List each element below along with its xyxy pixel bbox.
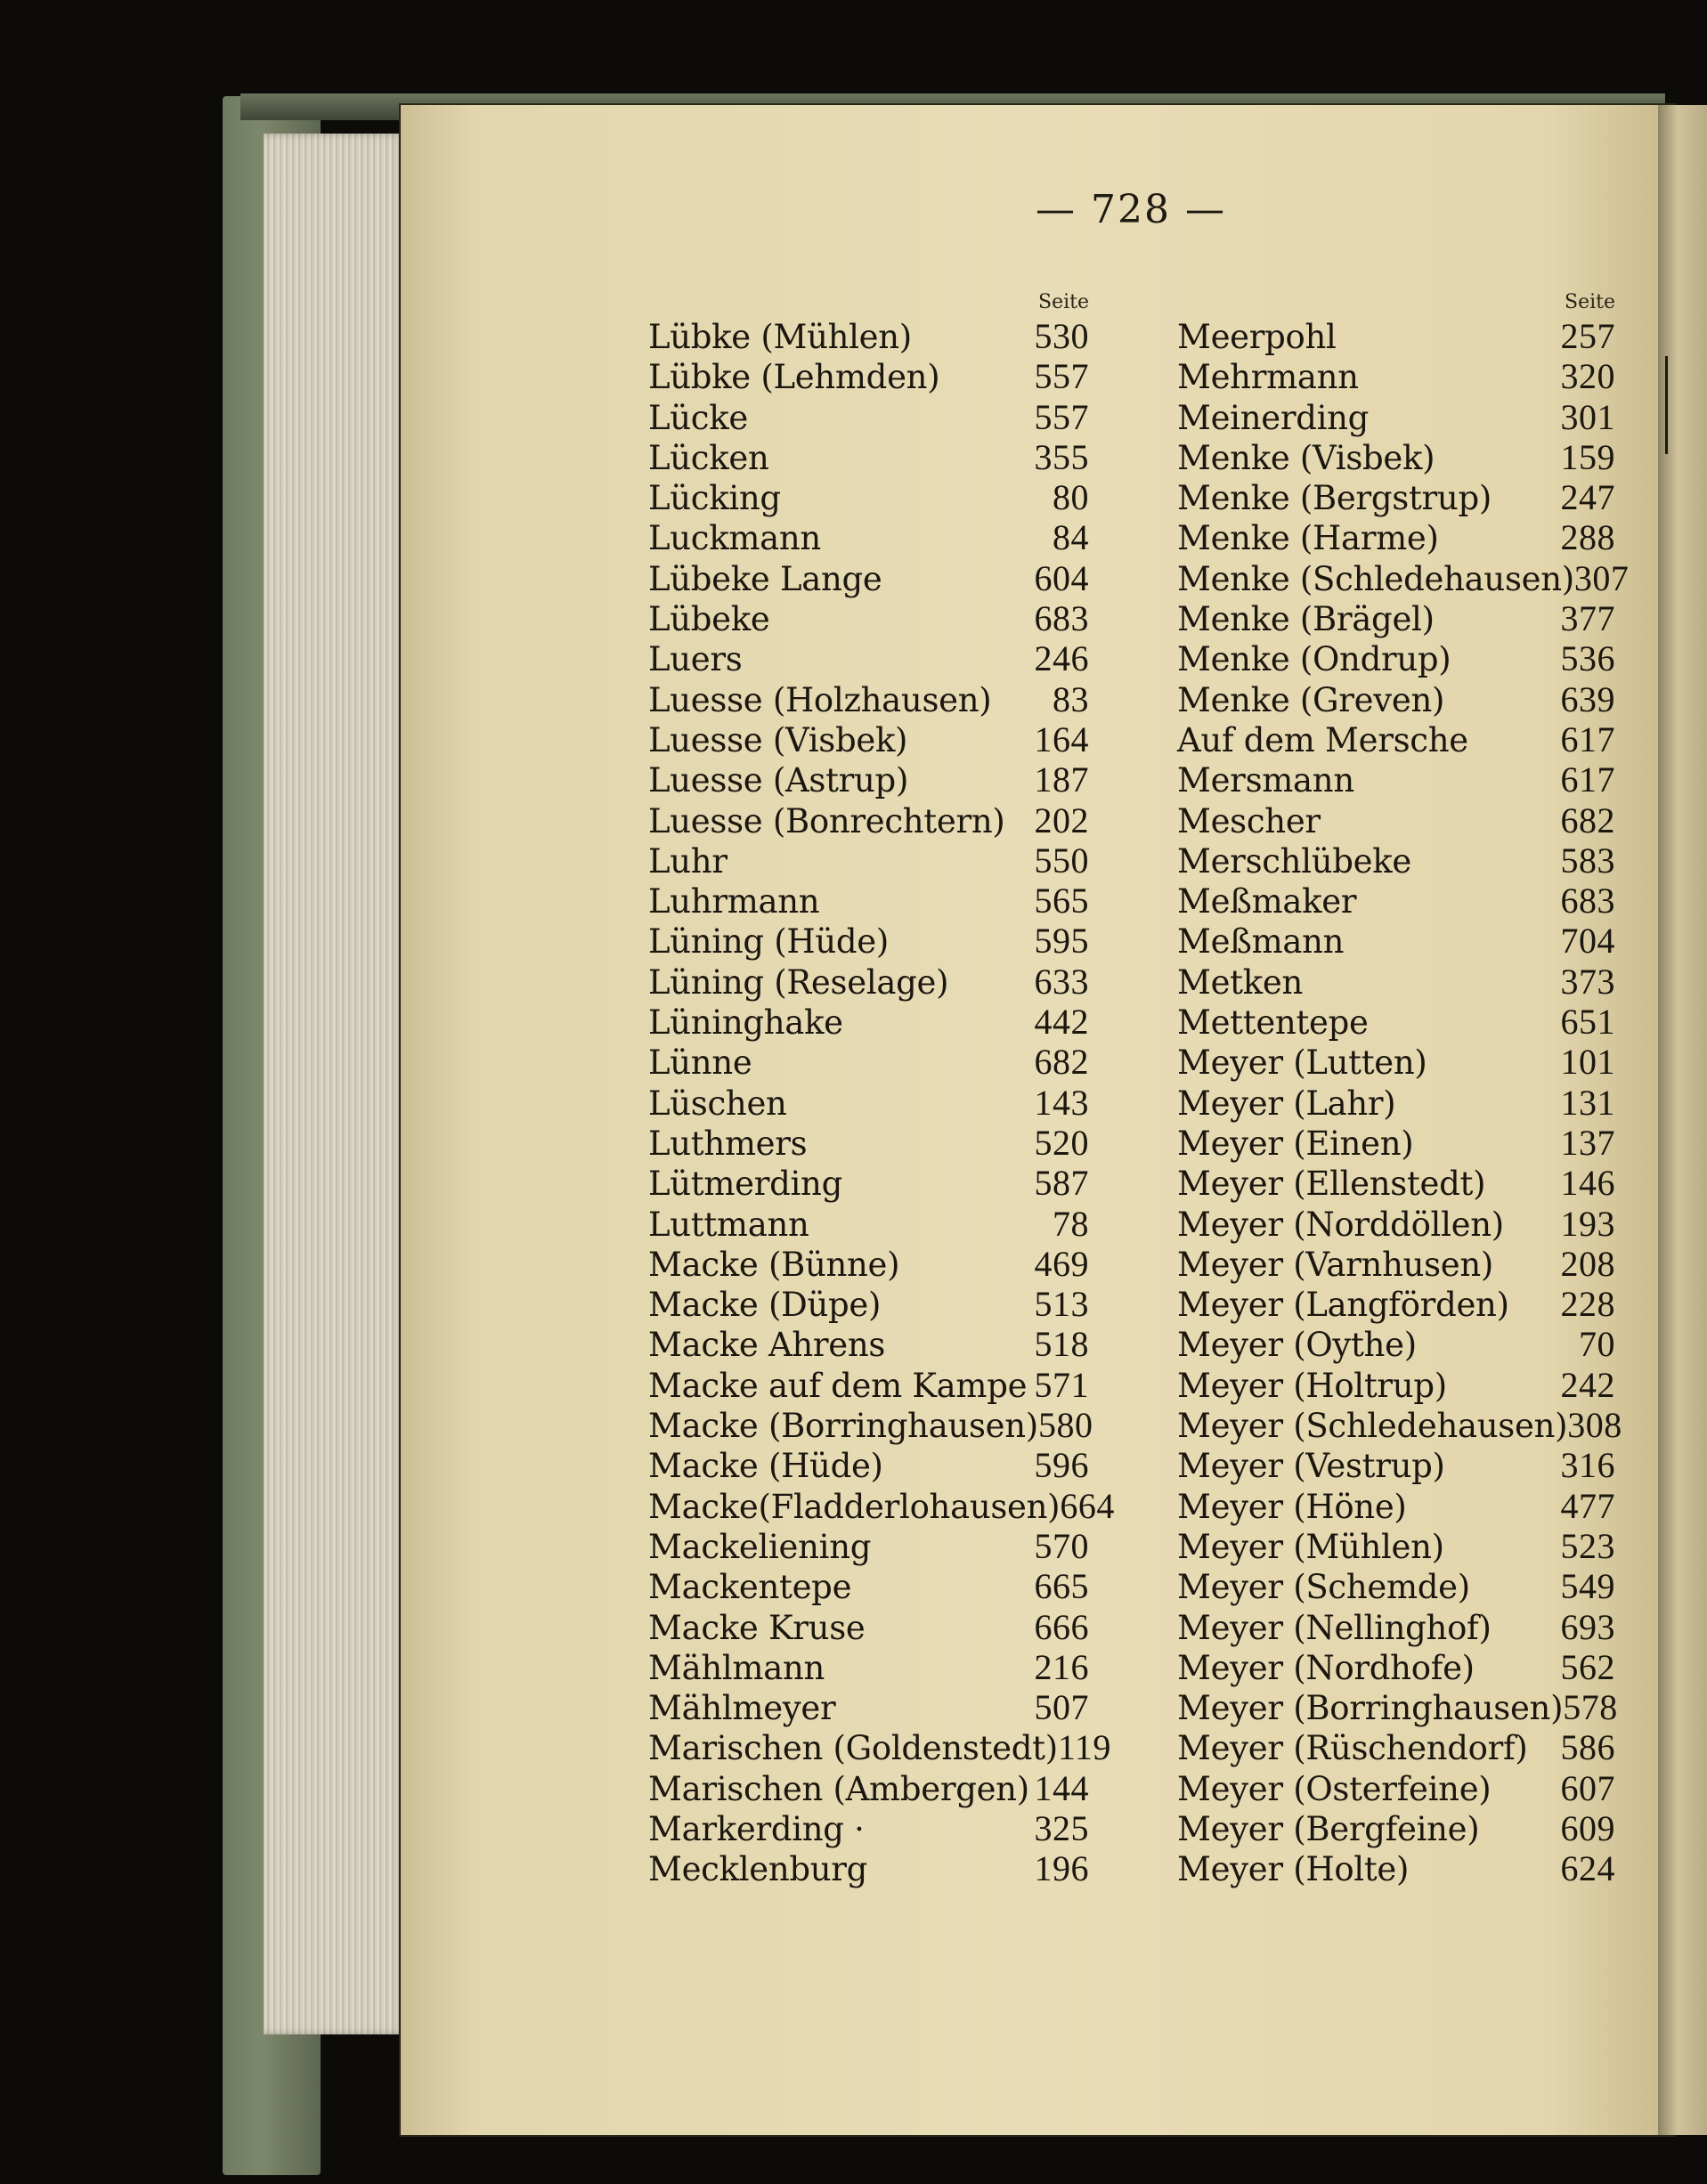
entry-name: Marischen (Goldenstedt): [648, 1729, 1058, 1768]
entry-name: Menke (Greven): [1177, 680, 1445, 719]
index-entry: [1177, 921, 1615, 961]
index-entry: [1177, 759, 1615, 800]
entry-page-number: 78: [1053, 1203, 1089, 1244]
entry-name: Lübke (Lehmden): [648, 358, 940, 397]
index-entry: [1177, 517, 1615, 557]
index-entry: [648, 1123, 1089, 1163]
entry-page-number: 137: [1560, 1122, 1615, 1163]
entry-page-number: 146: [1560, 1163, 1615, 1204]
entry-page-number: 316: [1560, 1445, 1615, 1486]
column-header: Seite: [1565, 291, 1615, 313]
index-entry: [648, 1445, 1089, 1485]
entry-page-number: 617: [1560, 719, 1615, 759]
entry-name: Mählmeyer: [648, 1689, 836, 1728]
entry-name: Meinerding: [1177, 398, 1370, 437]
entry-name: Meyer (Mühlen): [1177, 1527, 1444, 1566]
entry-page-number: 571: [1034, 1364, 1089, 1405]
entry-page-number: 308: [1567, 1405, 1622, 1446]
entry-name: Meyer (Ellenstedt): [1177, 1165, 1486, 1204]
index-entry: [1177, 1808, 1615, 1848]
entry-page-number: 682: [1034, 1042, 1089, 1083]
entry-name: Meyer (Borringhausen): [1177, 1689, 1564, 1728]
index-entry: [1177, 1486, 1615, 1526]
index-entry: [648, 477, 1089, 517]
entry-name: Macke Kruse: [648, 1608, 866, 1647]
entry-name: Macke(Fladderlohausen): [648, 1487, 1061, 1526]
entry-name: Macke (Hüde): [648, 1447, 883, 1486]
entry-name: Meßmaker: [1177, 882, 1357, 922]
entry-page-number: 583: [1560, 840, 1615, 881]
entry-page-number: 228: [1560, 1284, 1615, 1325]
index-entry: [1177, 1204, 1615, 1244]
index-entry: [648, 962, 1089, 1002]
entry-name: Lübke (Mühlen): [648, 318, 912, 356]
entry-page-number: 70: [1579, 1324, 1615, 1365]
entry-name: Meyer (Schemde): [1177, 1568, 1470, 1607]
index-entry: [648, 437, 1089, 477]
index-entry: [648, 1244, 1089, 1284]
entry-page-number: 84: [1053, 517, 1089, 558]
entry-page-number: 80: [1053, 477, 1089, 518]
entry-name: Mehrmann: [1177, 358, 1359, 397]
page-number: — 728 —: [1036, 187, 1226, 232]
index-entry: [1177, 962, 1615, 1002]
entry-name: Lütmerding: [648, 1165, 842, 1204]
index-entry: [1177, 1768, 1615, 1808]
index-list-right: [1177, 316, 1630, 1889]
entry-name: Macke auf dem Kampe: [648, 1366, 1028, 1405]
entry-page-number: 665: [1034, 1566, 1089, 1607]
entry-name: Lünne: [648, 1043, 752, 1083]
index-entry: [1177, 1324, 1615, 1364]
index-column-right: [1177, 289, 1630, 1889]
entry-name: Luhrmann: [648, 882, 820, 922]
entry-page-number: 288: [1560, 517, 1615, 558]
entry-page-number: 549: [1560, 1566, 1615, 1607]
entry-name: Meyer (Nordhofe): [1177, 1648, 1475, 1687]
entry-page-number: 83: [1053, 678, 1089, 719]
index-entry: [648, 719, 1089, 759]
entry-name: Meyer (Einen): [1177, 1124, 1414, 1163]
entry-page-number: 513: [1034, 1284, 1089, 1325]
entry-name: Meyer (Schledehausen): [1177, 1407, 1568, 1446]
entry-name: Meyer (Varnhusen): [1177, 1245, 1494, 1284]
entry-page-number: 164: [1034, 719, 1089, 759]
index-entry: [1177, 437, 1615, 477]
entry-name: Lübeke: [648, 600, 770, 639]
entry-name: Meyer (Oythe): [1177, 1326, 1417, 1365]
entry-name: Lücken: [648, 438, 769, 477]
index-entry: [648, 1405, 1093, 1446]
index-entry: [648, 1002, 1089, 1042]
index-entry: [1177, 1163, 1615, 1203]
entry-page-number: 586: [1560, 1727, 1615, 1768]
index-entry: [648, 1768, 1089, 1808]
index-entry: [1177, 1123, 1615, 1163]
entry-page-number: 242: [1560, 1364, 1615, 1405]
index-entry: [1177, 1526, 1615, 1566]
entry-page-number: 202: [1034, 800, 1089, 840]
entry-name: Mersmann: [1177, 761, 1354, 800]
index-entry: [1177, 598, 1615, 638]
index-entry: [1177, 881, 1615, 921]
entry-name: Lüschen: [648, 1084, 787, 1123]
index-entry: [1177, 1244, 1615, 1284]
entry-page-number: 193: [1560, 1203, 1615, 1244]
index-entry: [648, 1848, 1089, 1888]
entry-page-number: 536: [1560, 638, 1615, 679]
index-entry: [1177, 638, 1615, 678]
entry-page-number: 557: [1034, 356, 1089, 397]
page-stack-edges: [264, 134, 406, 2034]
margin-mark: [1665, 356, 1668, 454]
index-entry: [648, 1607, 1089, 1647]
index-entry: [648, 921, 1089, 961]
entry-name: Meyer (Holtrup): [1177, 1366, 1447, 1405]
index-entry: [1177, 1727, 1615, 1767]
entry-page-number: 565: [1034, 881, 1089, 922]
entry-page-number: 651: [1560, 1002, 1615, 1043]
entry-page-number: 682: [1560, 800, 1615, 840]
index-entry: [648, 1566, 1089, 1606]
index-entry: [1177, 477, 1615, 517]
entry-page-number: 187: [1034, 759, 1089, 800]
entry-page-number: 617: [1560, 759, 1615, 800]
index-entry: [1177, 1848, 1615, 1888]
entry-name: Luesse (Holzhausen): [648, 680, 992, 719]
entry-page-number: 442: [1034, 1002, 1089, 1043]
index-entry: [648, 1284, 1089, 1324]
entry-name: Meyer (Vestrup): [1177, 1447, 1445, 1486]
entry-name: Meyer (Osterfeine): [1177, 1769, 1492, 1808]
index-entry: [648, 1365, 1089, 1405]
entry-page-number: 320: [1560, 356, 1615, 397]
entry-page-number: 530: [1034, 316, 1089, 356]
index-entry: [648, 1324, 1089, 1364]
entry-page-number: 355: [1034, 436, 1089, 477]
entry-page-number: 624: [1560, 1848, 1615, 1889]
entry-page-number: 208: [1560, 1243, 1615, 1284]
index-entry: [648, 1526, 1089, 1566]
entry-page-number: 607: [1560, 1767, 1615, 1808]
entry-name: Lüning (Hüde): [648, 922, 889, 962]
index-entry: [648, 1163, 1089, 1203]
index-entry: [648, 1687, 1089, 1727]
entry-page-number: 247: [1560, 477, 1615, 518]
entry-name: Lübeke Lange: [648, 559, 882, 598]
index-entry: [1177, 840, 1615, 881]
index-entry: [1177, 1687, 1618, 1728]
entry-page-number: 325: [1034, 1807, 1089, 1848]
index-entry: [1177, 679, 1615, 719]
entry-name: Macke Ahrens: [648, 1326, 886, 1365]
index-entry: [1177, 1566, 1615, 1606]
entry-page-number: 683: [1034, 598, 1089, 639]
entry-name: Markerding ·: [648, 1809, 865, 1848]
entry-page-number: 216: [1034, 1646, 1089, 1687]
index-column-left: [648, 289, 1115, 1889]
entry-name: Menke (Brägel): [1177, 600, 1435, 639]
entry-name: Luhr: [648, 841, 728, 881]
entry-page-number: 633: [1034, 961, 1089, 1002]
entry-page-number: 523: [1560, 1525, 1615, 1566]
index-entry: [1177, 719, 1615, 759]
entry-name: Menke (Ondrup): [1177, 640, 1451, 679]
entry-page-number: 693: [1560, 1606, 1615, 1647]
index-entry: [648, 1042, 1089, 1082]
entry-page-number: 664: [1060, 1485, 1115, 1526]
index-entry: [648, 517, 1089, 557]
entry-name: Menke (Harme): [1177, 519, 1439, 558]
index-entry: [1177, 1284, 1615, 1324]
entry-page-number: 159: [1560, 436, 1615, 477]
entry-page-number: 246: [1034, 638, 1089, 679]
entry-page-number: 609: [1560, 1807, 1615, 1848]
index-entry: [648, 881, 1089, 921]
entry-page-number: 518: [1034, 1324, 1089, 1365]
entry-name: Meyer (Lahr): [1177, 1084, 1396, 1123]
entry-page-number: 704: [1560, 921, 1615, 962]
entry-name: Mecklenburg: [648, 1850, 868, 1889]
entry-page-number: 131: [1560, 1082, 1615, 1123]
index-entry: [648, 598, 1089, 638]
entry-page-number: 520: [1034, 1122, 1089, 1163]
entry-name: Merschlübeke: [1177, 841, 1411, 881]
entry-name: Meyer (Holte): [1177, 1850, 1410, 1889]
entry-page-number: 373: [1560, 961, 1615, 1002]
entry-page-number: 257: [1560, 316, 1615, 356]
entry-name: Luesse (Visbek): [648, 720, 908, 759]
entry-name: Luesse (Bonrechtern): [648, 801, 1005, 840]
entry-page-number: 595: [1034, 921, 1089, 962]
index-entry: [648, 759, 1089, 800]
entry-name: Metken: [1177, 962, 1303, 1002]
index-entry: [648, 397, 1089, 437]
entry-page-number: 683: [1560, 881, 1615, 922]
entry-page-number: 477: [1560, 1485, 1615, 1526]
entry-page-number: 666: [1034, 1606, 1089, 1647]
entry-name: Mählmann: [648, 1648, 825, 1687]
entry-name: Meyer (Norddöllen): [1177, 1205, 1504, 1244]
entry-name: Mackeliening: [648, 1527, 872, 1566]
entry-name: Meyer (Lutten): [1177, 1043, 1427, 1083]
entry-page-number: 119: [1057, 1727, 1111, 1768]
index-entry: [648, 840, 1089, 881]
index-entry: [648, 356, 1089, 396]
entry-name: Meßmann: [1177, 922, 1345, 962]
entry-name: Meyer (Bergfeine): [1177, 1809, 1480, 1848]
index-entry: [1177, 1647, 1615, 1687]
entry-name: Menke (Visbek): [1177, 438, 1435, 477]
entry-name: Macke (Bünne): [648, 1245, 900, 1284]
entry-name: Lüninghake: [648, 1003, 843, 1043]
index-entry: [1177, 356, 1615, 396]
entry-page-number: 587: [1034, 1163, 1089, 1204]
index-entry: [1177, 1405, 1622, 1446]
index-entry: [648, 679, 1089, 719]
entry-page-number: 101: [1560, 1042, 1615, 1083]
entry-name: Mettentepe: [1177, 1003, 1369, 1043]
index-entry: [648, 638, 1089, 678]
entry-name: Lüning (Reselage): [648, 962, 949, 1002]
entry-page-number: 307: [1573, 557, 1630, 598]
index-entry: [1177, 1002, 1615, 1042]
entry-name: Meerpohl: [1177, 318, 1337, 356]
entry-page-number: 301: [1560, 396, 1615, 437]
index-entry: [648, 316, 1089, 356]
index-list-left: [648, 316, 1115, 1889]
entry-name: Menke (Schledehausen): [1177, 559, 1574, 598]
index-entry: [648, 1647, 1089, 1687]
column-header: Seite: [1038, 291, 1089, 313]
entry-name: Macke (Düpe): [648, 1286, 882, 1325]
entry-page-number: 557: [1034, 396, 1089, 437]
entry-name: Meyer (Nellinghof): [1177, 1608, 1492, 1647]
entry-name: Menke (Bergstrup): [1177, 479, 1492, 518]
entry-name: Auf dem Mersche: [1177, 720, 1468, 759]
entry-name: Luthmers: [648, 1124, 808, 1163]
index-entry: [1177, 316, 1615, 356]
entry-name: Luers: [648, 640, 743, 679]
index-entry: [1177, 1607, 1615, 1647]
entry-name: Marischen (Ambergen): [648, 1769, 1029, 1808]
entry-name: Luttmann: [648, 1205, 809, 1244]
entry-name: Meyer (Höne): [1177, 1487, 1407, 1526]
entry-page-number: 469: [1034, 1243, 1089, 1284]
index-entry: [648, 1204, 1089, 1244]
index-entry: [648, 800, 1089, 840]
entry-page-number: 580: [1037, 1405, 1093, 1446]
index-entry: [648, 1485, 1115, 1526]
index-entry: [1177, 1365, 1615, 1405]
entry-page-number: 596: [1034, 1445, 1089, 1486]
entry-name: Lücke: [648, 398, 748, 437]
index-entry: [1177, 397, 1615, 437]
entry-name: Mescher: [1177, 801, 1321, 840]
entry-page-number: 578: [1563, 1687, 1618, 1728]
index-entry: [648, 558, 1089, 598]
entry-name: Lücking: [648, 479, 781, 518]
entry-page-number: 507: [1034, 1687, 1089, 1728]
index-entry: [1177, 800, 1615, 840]
entry-page-number: 604: [1034, 557, 1089, 598]
index-entry: [1177, 1083, 1615, 1123]
index-entry: [1177, 1445, 1615, 1485]
entry-page-number: 562: [1560, 1646, 1615, 1687]
entry-page-number: 377: [1560, 598, 1615, 639]
index-entry: [1177, 557, 1630, 598]
entry-name: Macke (Borringhausen): [648, 1407, 1038, 1446]
entry-page-number: 639: [1560, 678, 1615, 719]
entry-name: Mackentepe: [648, 1568, 852, 1607]
index-entry: [648, 1727, 1111, 1768]
entry-page-number: 550: [1034, 840, 1089, 881]
entry-name: Meyer (Langförden): [1177, 1286, 1509, 1325]
entry-page-number: 144: [1034, 1767, 1089, 1808]
entry-page-number: 570: [1034, 1525, 1089, 1566]
index-entry: [648, 1083, 1089, 1123]
entry-page-number: 143: [1034, 1082, 1089, 1123]
entry-name: Meyer (Rüschendorf): [1177, 1729, 1528, 1768]
index-entry: [648, 1808, 1089, 1848]
entry-page-number: 196: [1034, 1848, 1089, 1889]
entry-name: Luckmann: [648, 519, 821, 558]
index-entry: [1177, 1042, 1615, 1082]
entry-name: Luesse (Astrup): [648, 761, 909, 800]
